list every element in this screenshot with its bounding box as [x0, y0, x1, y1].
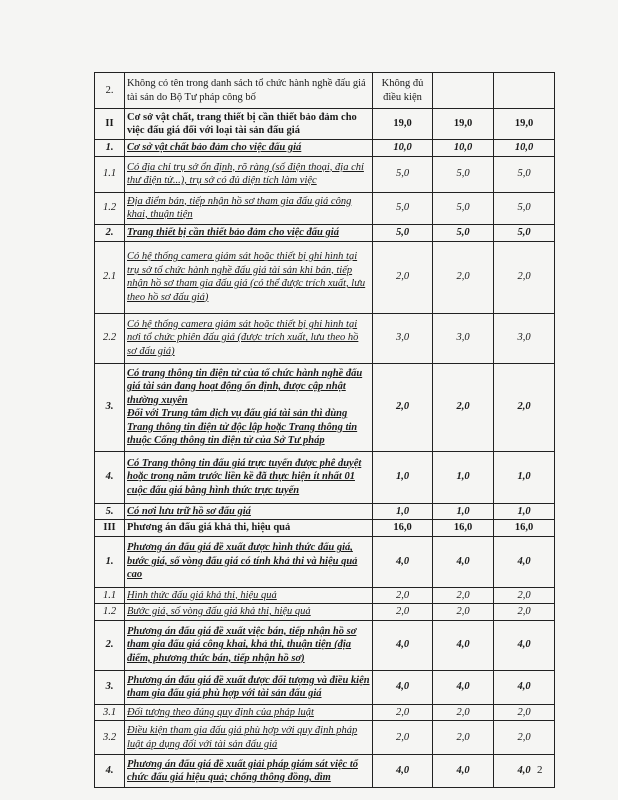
row-number: 1.2: [95, 604, 125, 621]
score-col-1: 3,0: [373, 313, 433, 363]
table-row: [95, 536, 555, 587]
table-row: [95, 224, 555, 241]
score-col-3: 2,0: [494, 604, 555, 621]
score-col-3: 4,0: [494, 755, 555, 788]
score-col-1: 5,0: [373, 192, 433, 224]
row-number: II: [95, 109, 125, 140]
score-col-2: [433, 73, 494, 109]
score-col-2: 1,0: [433, 451, 494, 503]
score-col-3: 2,0: [494, 721, 555, 755]
score-col-3: 4,0: [494, 620, 555, 670]
score-col-3: [494, 73, 555, 109]
row-content: Phương án đấu giá đề xuất được đối tượng và điều kiện tham gia đấu giá phù hợp với tài sản đấu giá: [125, 670, 373, 704]
score-col-3: 2,0: [494, 587, 555, 604]
score-col-3: 16,0: [494, 520, 555, 537]
scoring-table-body: [95, 73, 555, 788]
score-col-2: 5,0: [433, 224, 494, 241]
score-col-1: 4,0: [373, 755, 433, 788]
score-col-3: 4,0: [494, 536, 555, 587]
row-number: 5.: [95, 503, 125, 520]
row-number: 1.1: [95, 587, 125, 604]
table-row: [95, 192, 555, 224]
row-number: 3.1: [95, 704, 125, 721]
score-col-1: 2,0: [373, 363, 433, 451]
row-content: Không có tên trong danh sách tổ chức hành nghề đấu giá tài sản do Bộ Tư pháp công bố: [125, 73, 373, 109]
table-row: [95, 620, 555, 670]
score-col-2: 4,0: [433, 536, 494, 587]
row-content: Có địa chỉ trụ sở ổn định, rõ ràng (số điện thoại, địa chỉ thư điện tử...), trụ sở có đủ diện tích làm việc: [125, 156, 373, 192]
score-col-1: 10,0: [373, 140, 433, 157]
score-col-2: 2,0: [433, 704, 494, 721]
row-content: Có Trang thông tin đấu giá trực tuyến được phê duyệt hoặc trong năm trước liền kề đã thực hiện ít nhất 01 cuộc đấu giá bằng hình thức trực tuyến: [125, 451, 373, 503]
table-row: [95, 109, 555, 140]
score-col-2: 3,0: [433, 313, 494, 363]
page-number: 2: [537, 764, 543, 776]
score-col-1: 1,0: [373, 503, 433, 520]
row-number: 2.2: [95, 313, 125, 363]
table-row: [95, 604, 555, 621]
row-content: Phương án đấu giá khả thi, hiệu quả: [125, 520, 373, 537]
score-col-3: 4,0: [494, 670, 555, 704]
score-col-3: 1,0: [494, 503, 555, 520]
row-content: Phương án đấu giá đề xuất việc bán, tiếp nhận hồ sơ tham gia đấu giá công khai, khả thi, thuận tiện (địa điểm, phương thức bán, tiếp nhận hồ sơ): [125, 620, 373, 670]
score-col-2: 2,0: [433, 587, 494, 604]
row-content: Đối tượng theo đúng quy định của pháp luật: [125, 704, 373, 721]
score-col-3: 1,0: [494, 451, 555, 503]
score-col-3: 2,0: [494, 241, 555, 313]
table-row: [95, 241, 555, 313]
score-col-2: 5,0: [433, 156, 494, 192]
row-number: III: [95, 520, 125, 537]
table-row: [95, 587, 555, 604]
row-number: 1.2: [95, 192, 125, 224]
table-row: [95, 73, 555, 109]
table-row: [95, 755, 555, 788]
score-col-1: 4,0: [373, 670, 433, 704]
score-col-1: 2,0: [373, 604, 433, 621]
score-col-3: 10,0: [494, 140, 555, 157]
score-col-3: 2,0: [494, 704, 555, 721]
row-number: 1.1: [95, 156, 125, 192]
score-col-1: 2,0: [373, 721, 433, 755]
row-number: 3.: [95, 363, 125, 451]
table-row: [95, 721, 555, 755]
score-col-3: 19,0: [494, 109, 555, 140]
row-number: 1.: [95, 536, 125, 587]
table-row: [95, 503, 555, 520]
row-content: Cơ sở vật chất bảo đảm cho việc đấu giá: [125, 140, 373, 157]
row-number: 4.: [95, 755, 125, 788]
row-content: Có hệ thống camera giám sát hoặc thiết bị ghi hình tại trụ sở tổ chức hành nghề đấu giá tài sản khi bán, tiếp nhận hồ sơ tham gia đấu giá (có thể được trích xuất, lưu theo hồ sơ đấu giá): [125, 241, 373, 313]
row-number: 2.: [95, 620, 125, 670]
row-number: 4.: [95, 451, 125, 503]
row-content: Có hệ thống camera giám sát hoặc thiết bị ghi hình tại nơi tổ chức phiên đấu giá (được trích xuất, lưu theo hồ sơ đấu giá): [125, 313, 373, 363]
scoring-table: [94, 72, 555, 788]
row-number: 2.: [95, 73, 125, 109]
score-col-2: 19,0: [433, 109, 494, 140]
score-col-2: 4,0: [433, 620, 494, 670]
row-content: Bước giá, số vòng đấu giá khả thi, hiệu quả: [125, 604, 373, 621]
row-content: Điều kiện tham gia đấu giá phù hợp với quy định pháp luật áp dụng đối với tài sản đấu giá: [125, 721, 373, 755]
row-number: 2.1: [95, 241, 125, 313]
score-col-1: 19,0: [373, 109, 433, 140]
table-row: [95, 156, 555, 192]
table-row: [95, 313, 555, 363]
table-row: [95, 520, 555, 537]
score-col-1: 16,0: [373, 520, 433, 537]
score-col-1: 5,0: [373, 224, 433, 241]
score-col-2: 2,0: [433, 241, 494, 313]
score-col-2: 2,0: [433, 604, 494, 621]
score-col-1: Không đủ điều kiện: [373, 73, 433, 109]
score-col-3: 3,0: [494, 313, 555, 363]
score-col-1: 2,0: [373, 587, 433, 604]
table-row: [95, 363, 555, 451]
row-content: Hình thức đấu giá khả thi, hiệu quả: [125, 587, 373, 604]
score-col-2: 5,0: [433, 192, 494, 224]
table-row: [95, 451, 555, 503]
row-number: 1.: [95, 140, 125, 157]
row-content: Phương án đấu giá đề xuất giải pháp giám sát việc tổ chức đấu giá hiệu quả; chống thông đồng, dìm: [125, 755, 373, 788]
score-col-1: 2,0: [373, 241, 433, 313]
score-col-1: 1,0: [373, 451, 433, 503]
row-number: 2.: [95, 224, 125, 241]
row-number: 3.2: [95, 721, 125, 755]
table-row: [95, 704, 555, 721]
row-content: Địa điểm bán, tiếp nhận hồ sơ tham gia đấu giá công khai, thuận tiện: [125, 192, 373, 224]
score-col-2: 2,0: [433, 363, 494, 451]
score-col-1: 4,0: [373, 620, 433, 670]
score-col-3: 5,0: [494, 224, 555, 241]
score-col-1: 2,0: [373, 704, 433, 721]
table-row: [95, 670, 555, 704]
row-content: Có nơi lưu trữ hồ sơ đấu giá: [125, 503, 373, 520]
score-col-2: 16,0: [433, 520, 494, 537]
score-col-3: 5,0: [494, 192, 555, 224]
row-number: 3.: [95, 670, 125, 704]
row-content: Có trang thông tin điện tử của tổ chức hành nghề đấu giá tài sản đang hoạt động ổn định, được cập nhật thường xuyên Đối với Trung tâm dịch vụ đấu giá tài sản thì dùng Trang thông tin điện tử độc lập hoặc Trang thông tin thuộc Cổng thông tin điện tử của Sở Tư pháp: [125, 363, 373, 451]
score-col-1: 4,0: [373, 536, 433, 587]
row-content: Phương án đấu giá đề xuất được hình thức đấu giá, bước giá, số vòng đấu giá có tính khả thi và hiệu quả cao: [125, 536, 373, 587]
score-col-2: 10,0: [433, 140, 494, 157]
score-col-3: 5,0: [494, 156, 555, 192]
table-row: [95, 140, 555, 157]
row-content: Cơ sở vật chất, trang thiết bị cần thiết bảo đảm cho việc đấu giá đối với loại tài sản đấu giá: [125, 109, 373, 140]
row-content: Trang thiết bị cần thiết bảo đảm cho việc đấu giá: [125, 224, 373, 241]
score-col-2: 4,0: [433, 670, 494, 704]
score-col-2: 2,0: [433, 721, 494, 755]
score-col-1: 5,0: [373, 156, 433, 192]
score-col-2: 4,0: [433, 755, 494, 788]
score-col-3: 2,0: [494, 363, 555, 451]
score-col-2: 1,0: [433, 503, 494, 520]
